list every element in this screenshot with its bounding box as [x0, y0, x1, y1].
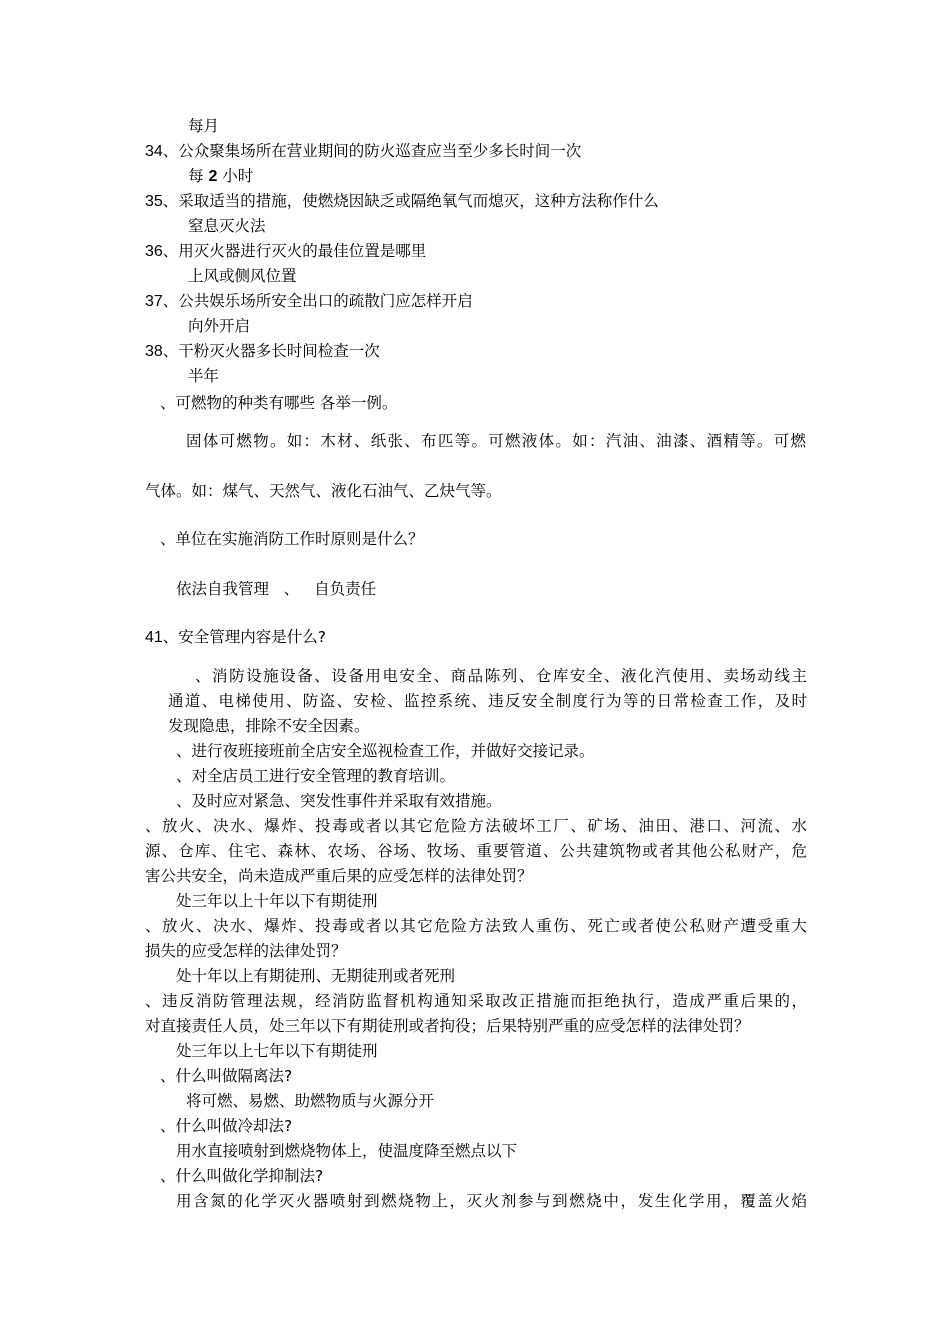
- question-number: 34: [145, 143, 163, 160]
- answer-39-line1: 固体可燃物。如：木材、纸张、布匹等。可燃液体。如：汽油、油漆、酒精等。可燃: [186, 432, 806, 450]
- answer-37: 向外开启: [188, 317, 251, 335]
- answer-number: 2: [208, 168, 218, 185]
- question-43-line2: 损失的应受怎样的法律处罚？: [145, 942, 347, 960]
- answer-35: 窒息灭火法: [188, 217, 266, 235]
- question-number: 37: [145, 293, 163, 310]
- answer-41-line2: 通道、电梯使用、防盗、安检、监控系统、违反安全制度行为等的日常检查工作，及时: [168, 692, 807, 710]
- answer-41-line5: 、对全店员工进行安全管理的教育培训。: [176, 767, 456, 785]
- question-40: 、单位在实施消防工作时原则是什么？: [160, 530, 424, 548]
- answer-44: 处三年以上七年以下有期徒刑: [176, 1042, 378, 1060]
- question-42-line2: 源、仓库、住宅、森林、农场、谷场、牧场、重要管道、公共建筑物或者其他公私财产，危: [145, 842, 807, 860]
- question-text: 、安全管理内容是什么?: [162, 628, 327, 646]
- question-45: 、什么叫做隔离法?: [160, 1067, 293, 1085]
- answer-41-line3: 发现隐患，排除不安全因素。: [168, 717, 370, 735]
- answer-40: 依法自我管理 、 自负责任: [176, 580, 377, 598]
- answer-45: 将可燃、易燃、助燃物质与火源分开: [186, 1092, 435, 1110]
- answer-text: 每月: [188, 117, 220, 135]
- question-37: [145, 291, 473, 312]
- question-text: 、公共娱乐场所安全出口的疏散门应怎样开启: [162, 292, 473, 310]
- question-36: [145, 241, 426, 262]
- answer-46: 用水直接喷射到燃烧物体上，使温度降至燃点以下: [176, 1142, 518, 1160]
- question-text: 、用灭火器进行灭火的最佳位置是哪里: [162, 242, 427, 260]
- answer-41-line1: 、消防设施设备、设备用电安全、商品陈列、仓库安全、液化汽使用、卖场动线主: [195, 667, 807, 685]
- answer-42: 处三年以上十年以下有期徒刑: [176, 892, 378, 910]
- question-number: 41: [145, 629, 163, 646]
- question-47: 、什么叫做化学抑制法?: [160, 1167, 324, 1185]
- answer-43: 处十年以上有期徒刑、无期徒刑或者死刑: [176, 967, 456, 985]
- question-number: 38: [145, 343, 163, 360]
- question-34: [145, 141, 581, 162]
- question-43-line1: 、放火、决水、爆炸、投毒或者以其它危险方法致人重伤、死亡或者使公私财产遭受重大: [145, 917, 807, 935]
- answer-prefix: 每: [188, 167, 209, 185]
- question-39: 、可燃物的种类有哪些 各举一例。: [160, 394, 398, 412]
- answer-41-line4: 、进行夜班接班前全店安全巡视检查工作，并做好交接记录。: [176, 742, 595, 760]
- question-42-line1: 、放火、决水、爆炸、投毒或者以其它危险方法破坏工厂、矿场、油田、港口、河流、水: [145, 817, 807, 835]
- question-number: 36: [145, 243, 163, 260]
- question-number: 35: [145, 193, 163, 210]
- question-42-line3: 害公共安全，尚未造成严重后果的应受怎样的法律处罚？: [145, 867, 533, 885]
- question-41: [145, 627, 326, 648]
- answer-47: 用含氮的化学灭火器喷射到燃烧物上，灭火剂参与到燃烧中，发生化学用，覆盖火焰: [176, 1192, 807, 1210]
- question-text: 、干粉灭火器多长时间检查一次: [162, 342, 380, 360]
- question-44-line1: 、违反消防管理法规，经消防监督机构通知采取改正措施而拒绝执行，造成严重后果的，: [145, 992, 807, 1010]
- answer-38: 半年: [188, 367, 220, 385]
- answer-39-line2: 气体。如：煤气、天然气、液化石油气、乙炔气等。: [145, 482, 502, 500]
- question-text: 、采取适当的措施，使燃烧因缺乏或隔绝氧气而熄灭，这种方法称作什么: [162, 192, 659, 210]
- answer-41-line6: 、及时应对紧急、突发性事件并采取有效措施。: [176, 792, 502, 810]
- answer-34: [188, 166, 253, 187]
- question-46: 、什么叫做冷却法?: [160, 1117, 293, 1135]
- question-44-line2: 对直接责任人员，处三年以下有期徒刑或者拘役；后果特别严重的应受怎样的法律处罚？: [145, 1017, 750, 1035]
- question-35: [145, 191, 659, 212]
- answer-suffix: 小时: [217, 167, 254, 185]
- question-text: 、公众聚集场所在营业期间的防火巡查应当至少多长时间一次: [162, 142, 582, 160]
- answer-36: 上风或侧风位置: [188, 267, 297, 285]
- question-38: [145, 341, 380, 362]
